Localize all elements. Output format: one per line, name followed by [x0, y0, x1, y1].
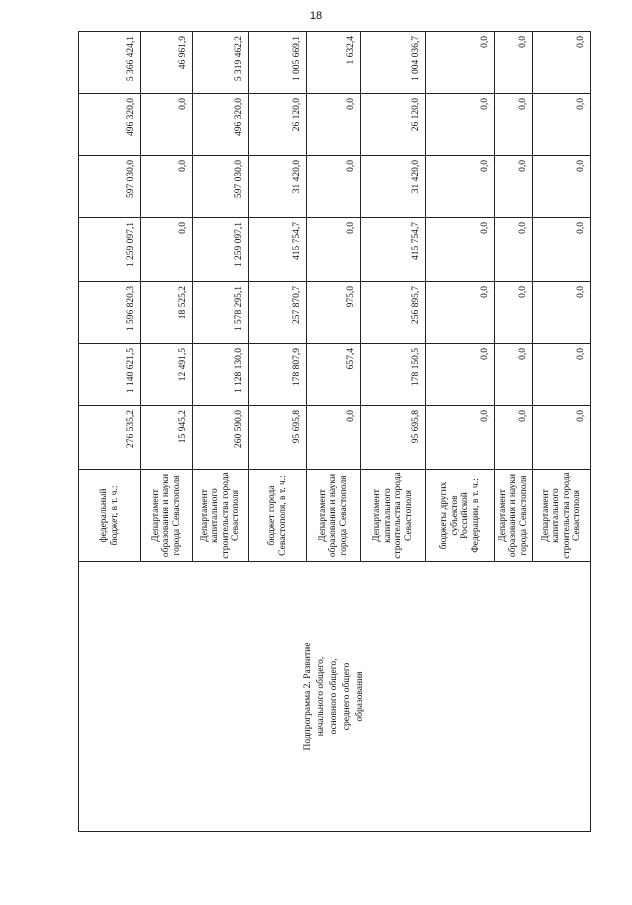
amount-cell: 1 632,4: [307, 32, 361, 94]
amount-cell: 0,0: [426, 94, 495, 156]
amount-cell: 0,0: [495, 218, 533, 282]
amount-cell: 0,0: [307, 218, 361, 282]
amount-cell: 597 030,0: [79, 156, 141, 218]
amount-cell: 276 535,2: [79, 406, 141, 470]
amount-cell: 26 120,0: [249, 94, 307, 156]
amount-cell: 0,0: [533, 32, 591, 94]
amount-cell: 0,0: [533, 218, 591, 282]
amount-cell: 0,0: [426, 406, 495, 470]
amount-cell: 0,0: [495, 32, 533, 94]
amount-cell: 0,0: [495, 406, 533, 470]
amount-cell: 0,0: [307, 94, 361, 156]
budget-table: [78, 31, 591, 832]
amount-cell: 1 578 295,1: [193, 282, 249, 344]
amount-cell: 31 420,0: [249, 156, 307, 218]
amount-cell: 0,0: [141, 218, 193, 282]
amount-cell: 178 807,9: [249, 344, 307, 406]
amount-cell: 0,0: [495, 282, 533, 344]
amount-cell: 1 259 097,1: [79, 218, 141, 282]
amount-cell: 1 596 820,3: [79, 282, 141, 344]
amount-cell: 12 491,5: [141, 344, 193, 406]
subprogram-label: Подпрограмма 2. Развитие начального общего, основного общего, среднего общего образования: [79, 562, 591, 832]
amount-cell: 0,0: [495, 156, 533, 218]
funding-source-cell: Департамент образования и науки города Севастополя: [495, 470, 533, 562]
funding-source-cell: бюджет города Севастополя, в т. ч.:: [249, 470, 307, 562]
funding-source-cell: Департамент образования и науки города Севастополя: [141, 470, 193, 562]
amount-cell: 0,0: [533, 156, 591, 218]
amount-cell: 18 525,2: [141, 282, 193, 344]
amount-cell: 0,0: [533, 344, 591, 406]
amount-cell: 1 259 097,1: [193, 218, 249, 282]
amount-cell: 0,0: [533, 94, 591, 156]
amount-cell: 15 945,2: [141, 406, 193, 470]
amount-cell: 0,0: [533, 406, 591, 470]
amount-cell: 260 590,0: [193, 406, 249, 470]
funding-source-cell: Департамент капитального строительства города Севастополя: [361, 470, 426, 562]
amount-cell: 5 366 424,1: [79, 32, 141, 94]
amount-cell: 496 320,0: [79, 94, 141, 156]
amount-cell: 26 120,0: [361, 94, 426, 156]
amount-cell: 0,0: [495, 344, 533, 406]
table-row: [79, 32, 141, 832]
amount-cell: 0,0: [141, 156, 193, 218]
amount-cell: 1 005 669,1: [249, 32, 307, 94]
amount-cell: 95 695,8: [361, 406, 426, 470]
amount-cell: 1 128 130,0: [193, 344, 249, 406]
amount-cell: 0,0: [533, 282, 591, 344]
amount-cell: 46 961,9: [141, 32, 193, 94]
rotated-table-wrapper: [78, 32, 590, 832]
amount-cell: 0,0: [495, 94, 533, 156]
amount-cell: 1 140 621,5: [79, 344, 141, 406]
page-number: 18: [309, 10, 323, 22]
funding-source-cell: Департамент капитального строительства города Севастополя: [533, 470, 591, 562]
amount-cell: 0,0: [307, 156, 361, 218]
amount-cell: 597 030,0: [193, 156, 249, 218]
amount-cell: 975,0: [307, 282, 361, 344]
amount-cell: 0,0: [426, 218, 495, 282]
amount-cell: 178 150,5: [361, 344, 426, 406]
amount-cell: 1 004 036,7: [361, 32, 426, 94]
amount-cell: 415 754,7: [249, 218, 307, 282]
amount-cell: 0,0: [426, 156, 495, 218]
amount-cell: 496 320,0: [193, 94, 249, 156]
amount-cell: 415 754,7: [361, 218, 426, 282]
budget-table-frame: [78, 32, 590, 832]
amount-cell: 0,0: [141, 94, 193, 156]
amount-cell: 0,0: [426, 32, 495, 94]
amount-cell: 5 319 462,2: [193, 32, 249, 94]
amount-cell: 31 420,0: [361, 156, 426, 218]
amount-cell: 95 695,8: [249, 406, 307, 470]
amount-cell: 256 895,7: [361, 282, 426, 344]
amount-cell: 257 870,7: [249, 282, 307, 344]
amount-cell: 0,0: [426, 344, 495, 406]
funding-source-cell: Департамент капитального строительства города Севастополя: [193, 470, 249, 562]
funding-source-cell: Департамент образования и науки города Севастополя: [307, 470, 361, 562]
funding-source-cell: федеральный бюджет, в т. ч.:: [79, 470, 141, 562]
funding-source-cell: бюджеты других субъектов Российской Федерации, в т. ч.:: [426, 470, 495, 562]
amount-cell: 657,4: [307, 344, 361, 406]
amount-cell: 0,0: [426, 282, 495, 344]
amount-cell: 0,0: [307, 406, 361, 470]
